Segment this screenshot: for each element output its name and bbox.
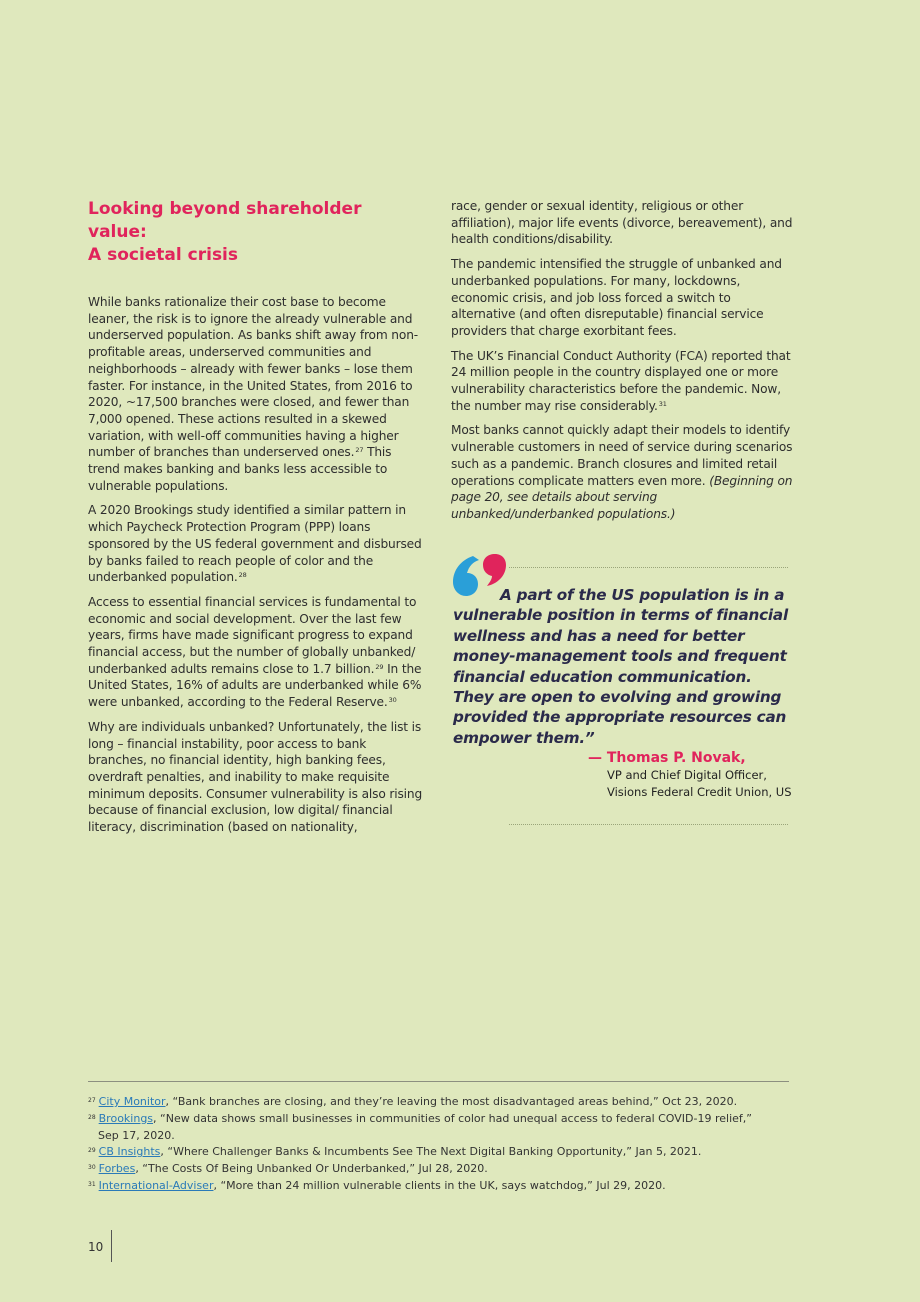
footnote-link[interactable]: International-Adviser [98,1178,214,1192]
paragraph: race, gender or sexual identity, religious or other affiliation), major life events (divorce, bereavement), and health conditions/disability. [451,199,793,247]
footnote-ref: 30 [388,696,397,705]
footnotes [88,1081,789,1195]
page-number-divider [111,1230,112,1262]
page-reference-note: (Beginning on page 20, see details about serving unbanked/underbanked populations.) [451,473,793,521]
footnote-item: $^{31}$ International-Adviser, “More than 24 million vulnerable clients in the UK, says watchdog,” Jul 29, 2020. [88,1178,666,1192]
heading-line-2: A societal crisis [88,245,239,265]
quote-attribution [588,749,808,801]
paragraph: While banks rationalize their cost base to become leaner, the risk is to ignore the already vulnerable and underserved population. As banks shift away from non-profitable areas, underserved communities and neighborhoods – already with fewer banks – lose them faster. For instance, in the United States, from 2016 to 2020, ~17,500 branches were closed, and fewer than 7,000 opened. These actions resulted in a skewed variation, with well-off communities having a higher number of branches than underserved ones.$^{27}$ This trend makes banking and banks less accessible to vulnerable populations. [88,295,419,493]
quote-text: A part of the US population is in a vulnerable position in terms of financial wellness and has a need for better money-management tools and frequent financial education communication. They are open to evolving and growing provided the appropriate resources can empower them.” [453,586,788,747]
footnote-item: $^{28}$ Brookings, “New data shows small businesses in communities of color had unequal access to federal COVID-19 relief,” Sep 17, 2020. [88,1111,752,1142]
footnote-ref: 29 [375,662,384,671]
paragraph: Why are individuals unbanked? Unfortunately, the list is long – financial instability, poor access to bank branches, no financial identity, high banking fees, overdraft penalties, and inability to make requisite minimum deposits. Consumer vulnerability is also rising because of financial exclusion, low digital/ financial literacy, discrimination (based on nationality, [88,719,423,835]
quote-author: — Thomas P. Novak, [588,750,746,766]
paragraph: A 2020 Brookings study identified a similar pattern in which Paycheck Protection Program (PPP) loans sponsored by the US federal government and disbursed by banks failed to reach people of color and the underbanked population.$^{28}$ [88,503,422,585]
page-number: 10 [88,1240,104,1254]
quote-divider-bottom [509,824,788,825]
footnote-link[interactable]: Forbes [98,1162,136,1176]
footnote-ref: 27 [355,446,364,455]
footnote-item: $^{27}$ City Monitor, “Bank branches are closing, and they’re leaving the most disadvantaged areas behind,” Oct 23, 2020. [88,1095,738,1108]
section-heading [88,198,424,267]
quote-divider-top [509,567,788,568]
footnote-item: $^{29}$ CB Insights, “Where Challenger Banks & Incumbents See The Next Digital Banking Opportunity,” Jan 5, 2021. [88,1145,702,1159]
footnote-item: $^{30}$ Forbes, “The Costs Of Being Unbanked Or Underbanked,” Jul 28, 2020. [88,1162,488,1176]
paragraph: Most banks cannot quickly adapt their models to identify vulnerable customers in need of service during scenarios such as a pandemic. Branch closures and limited retail operations complicate matters even more. (Beginning on page 20, see details about serving unbanked/underbanked populations.) [451,423,793,521]
paragraph: The UK’s Financial Conduct Authority (FCA) reported that 24 million people in the country displayed one or more vulnerability characteristics before the pandemic. Now, the number may rise considerably.$^{31}$ [451,348,791,413]
left-column [88,198,424,844]
right-column [451,198,796,531]
quote-author-org: Visions Federal Credit Union, US [607,785,792,799]
paragraph: Access to essential financial services is fundamental to economic and social development. Over the last few years, firms have made significant progress to expand financial access, but the number of globally unbanked/ underbanked adults remains close to 1.7 billion.$^{29}$ In the United States, 16% of adults are underbanked while 6% were unbanked, according to the Federal Reserve.$^{30}$ [88,594,422,710]
paragraph: The pandemic intensified the struggle of unbanked and underbanked populations. For many, lockdowns, economic crisis, and job loss forced a switch to alternative (and often disreputable) financial service providers that charge exorbitant fees. [451,257,782,338]
footnote-rule [88,1081,789,1082]
footnote-ref: 28 [238,571,247,580]
quote-author-title: VP and Chief Digital Officer, [607,768,767,782]
heading-line-1: Looking beyond shareholder value: [88,199,362,242]
footnote-link[interactable]: Brookings [98,1111,154,1125]
footnote-ref: 31 [658,399,667,408]
footnote-link[interactable]: City Monitor [98,1095,166,1108]
footnote-link[interactable]: CB Insights [98,1145,161,1159]
